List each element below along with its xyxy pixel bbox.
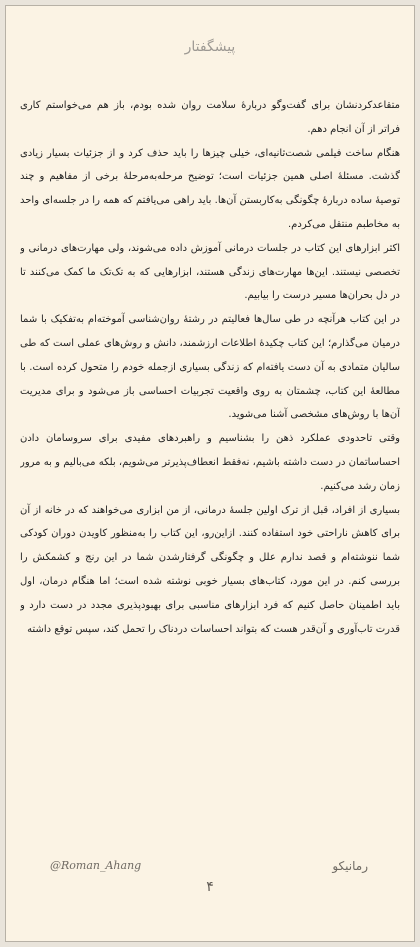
- paragraph-6: بسیاری از افراد، قبل از ترک اولین جلسهٔ درمانی، از من ابزاری می‌خواهند که در خانه از آن برای کاهش ناراحتی خود استفاده کنند. ازاین‌رو، این کتاب را به‌منظور کاویدن دوران کودکی شما ننوشته‌ام و قصد ندارم علل و چگونگی گرفتارشدن شما در این رنج و کشمکش را بررسی کنم. در این مورد، کتاب‌های بسیار خوبی نوشته شده است؛ اما هنگام درمان، اول باید اطمینان حاصل کنیم که فرد ابزارهای مناسبی برای بهبودپذیری مجدد در دست دارد و قدرت تاب‌آوری و آن‌قدر هست که بتواند احساسات دردناک را تحمل کند، سپس توقع داشته: [20, 504, 400, 635]
- brand-label: رمانیکو: [332, 859, 368, 873]
- document-body: [20, 94, 400, 854]
- paragraph-3: اکثر ابزارهای این کتاب در جلسات درمانی آموزش داده می‌شوند، ولی مهارت‌های درمانی و تخصصی نیستند. این‌ها مهارت‌های زندگی هستند، ابزارهایی که به تک‌تک ما کمک می‌کنند تا در دل بحران‌ها مسیر درست را بیابیم.: [20, 242, 400, 302]
- page-number: ۴: [206, 879, 214, 895]
- page-title: پیشگفتار: [184, 39, 236, 55]
- paragraph-1: متقاعدکردنشان برای گفت‌وگو دربارهٔ سلامت روان شده بودم، باز هم می‌خواستم کاری فراتر از آن انجام دهم.: [20, 100, 400, 135]
- paragraph-4: در این کتاب هرآنچه در طی سال‌ها فعالیتم در رشتهٔ روان‌شناسی آموخته‌ام به‌تفکیک با شما درمیان می‌گذارم؛ این کتاب چکیدهٔ اطلاعات ارزشمند، دانش و روش‌های عملی است که طی سالیان متمادی به آن دست یافته‌ام که زندگی بسیاری ازجمله خودم را متحول کرده است. با مطالعهٔ این کتاب، چشمتان به روی واقعیت تجربیات احساسی باز می‌شود و برای مدیریت آن‌ها با روش‌های مشخصی آشنا می‌شوید.: [20, 314, 400, 421]
- paragraph-2: هنگام ساخت فیلمی شصت‌ثانیه‌ای، خیلی چیزها را باید حذف کرد و از جزئیات بسیار زیادی گذشت. مسئلهٔ اصلی همین جزئیات است؛ توضیح مرحله‌به‌مرحلهٔ برخی از مفاهیم و چند توصیهٔ ساده دربارهٔ چگونگی به‌کاربستن آن‌ها. باید راهی می‌یافتم که همه را در جلسه‌ای واحد به مخاطبم منتقل می‌کردم.: [20, 147, 400, 230]
- page-footer: [6, 831, 414, 941]
- channel-handle: @Roman_Ahang: [50, 859, 142, 872]
- paragraph-5: وقتی تاحدودی عملکرد ذهن را بشناسیم و راهبردهای مفیدی برای سروسامان دادن احساساتمان در دست داشته باشیم، نه‌فقط انعطاف‌پذیرتر می‌شویم، بلکه می‌بالیم و به مرور زمان رشد می‌کنیم.: [20, 433, 400, 492]
- document-page: [5, 5, 415, 942]
